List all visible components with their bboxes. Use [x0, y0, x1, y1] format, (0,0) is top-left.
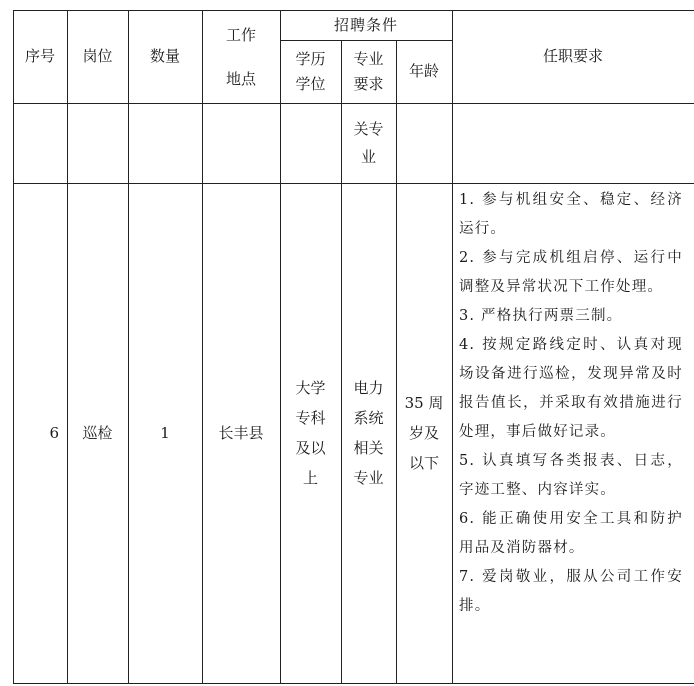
header-education-line1: 学历 [295, 49, 326, 68]
continued-major-line2: 业 [360, 148, 376, 166]
row-seq-value: 6 [49, 423, 59, 442]
row-location [202, 183, 280, 683]
row-age-line3: 以下 [408, 454, 439, 472]
row-age-line1: 35 周 [404, 394, 444, 412]
row-position [67, 183, 128, 683]
header-position [67, 10, 128, 103]
header-requirements [452, 10, 694, 103]
continued-major [341, 103, 396, 183]
row-position-value: 巡检 [82, 423, 113, 442]
row-age-line2: 岁及 [408, 424, 439, 442]
row-major-line4: 专业 [353, 469, 384, 487]
duty-item: 7. 爱岗敬业，服从公司工作安排。 [459, 569, 683, 614]
header-education [280, 40, 341, 103]
header-major-line2: 要求 [353, 74, 384, 93]
duty-item: 2. 参与完成机组启停、运行中调整及异常状况下工作处理。 [459, 250, 683, 295]
row-major-line1: 电力 [353, 379, 384, 397]
header-major-line1: 专业 [353, 49, 384, 68]
row-major-line3: 相关 [353, 439, 384, 457]
header-age [396, 40, 452, 103]
header-major [341, 40, 396, 103]
row-seq [13, 183, 67, 683]
duty-item: 3. 严格执行两票三制。 [459, 308, 623, 324]
header-quantity-label: 数量 [149, 47, 180, 65]
header-position-label: 岗位 [82, 47, 113, 65]
duty-item: 6. 能正确使用安全工具和防护用品及消防器材。 [459, 511, 683, 556]
row-education-line3: 及以 [295, 439, 326, 457]
header-recruit-conditions-label: 招聘条件 [333, 15, 398, 34]
header-recruit-conditions [280, 10, 452, 40]
header-work-location [202, 10, 280, 103]
row-quantity-value: 1 [160, 423, 170, 442]
row-age [396, 183, 452, 683]
header-work-location-line2: 地点 [225, 69, 256, 88]
continued-major-line1: 关专 [353, 120, 384, 138]
header-quantity [128, 10, 202, 103]
duty-item: 1. 参与机组安全、稳定、经济运行。 [459, 192, 683, 237]
header-work-location-line1: 工作 [225, 25, 256, 44]
header-seq-label: 序号 [24, 47, 55, 65]
row-education-line1: 大学 [295, 379, 326, 397]
header-seq [13, 10, 67, 103]
header-requirements-label: 任职要求 [542, 47, 603, 65]
row-education-line2: 专科 [295, 409, 326, 427]
row-education [280, 183, 341, 683]
row-education-line4: 上 [302, 469, 318, 487]
row-quantity [128, 183, 202, 683]
row-major [341, 183, 396, 683]
duty-item: 5. 认真填写各类报表、日志，字迹工整、内容详实。 [459, 453, 683, 498]
duty-item: 4. 按规定路线定时、认真对现场设备进行巡检，发现异常及时报告值长，并采取有效措施进行处理，事后做好记录。 [459, 337, 683, 440]
row-major-line2: 系统 [353, 409, 384, 427]
row-location-value: 长丰县 [218, 423, 264, 442]
row-duties [459, 186, 683, 621]
header-education-line2: 学位 [295, 74, 326, 93]
header-age-label: 年龄 [408, 62, 439, 80]
